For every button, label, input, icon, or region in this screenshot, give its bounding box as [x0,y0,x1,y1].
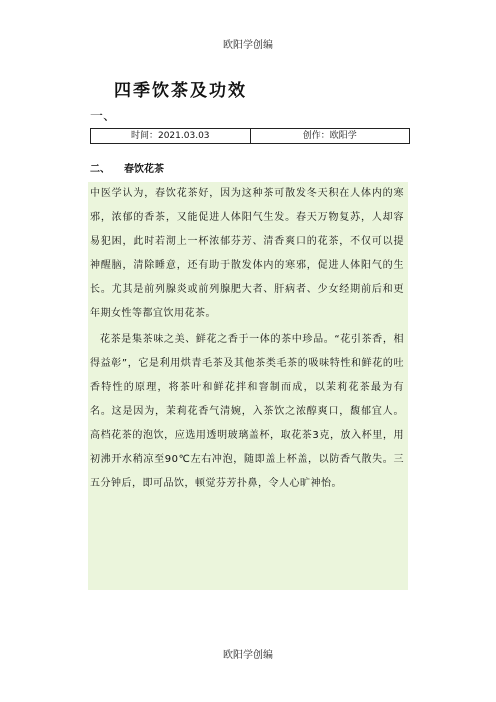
content-block [88,182,408,590]
paragraph-2: 花茶是集茶味之美、鲜花之香于一体的茶中珍品。“花引茶香，相得益彰”，它是利用烘青毛茶及其他茶类毛茶的吸味特性和鲜花的吐香特性的原理，将茶叶和鲜花拌和窨制而成，以茉莉花茶最为有名。这是因为，茉莉花香气清婉，入茶饮之浓醇爽口，馥郁宜人。高档花茶的泡饮，应选用透明玻璃盖杯，取花茶3克，放入杯里，用初沸开水稍凉至90℃左右冲泡，随即盖上杯盖，以防香气散失。三五分钟后，即可品饮，顿觉芬芳扑鼻，令人心旷神怡。 [90,334,404,489]
document-title: 四季饮茶及功效 [114,81,247,101]
meta-table [90,128,410,144]
meta-author: 创作：欧阳学 [250,129,410,143]
paragraph-1: 中医学认为，春饮花茶好，因为这种茶可散发冬天积在人体内的寒邪，浓郁的香茶，又能促进人体阳气生发。春天万物复苏，人却容易犯困，此时若沏上一杯浓郁芬芳、清香爽口的花茶，不仅可以提神醒脑，清除睡意，还有助于散发体内的寒邪，促进人体阳气的生长。尤其是前列腺炎或前列腺肥大者、肝病者、少女经期前后和更年期女性等都宜饮用花茶。 [90,188,404,319]
page-footer: 欧阳学创编 [223,650,273,661]
meta-time: 时间：2021.03.03 [130,131,210,141]
section-one-heading: 一、 [90,109,117,124]
section-two-number: 二、 [90,164,110,175]
page-header: 欧阳学创编 [223,40,273,51]
section-two-title: 春饮花茶 [124,164,164,175]
section-two-heading [90,160,164,175]
